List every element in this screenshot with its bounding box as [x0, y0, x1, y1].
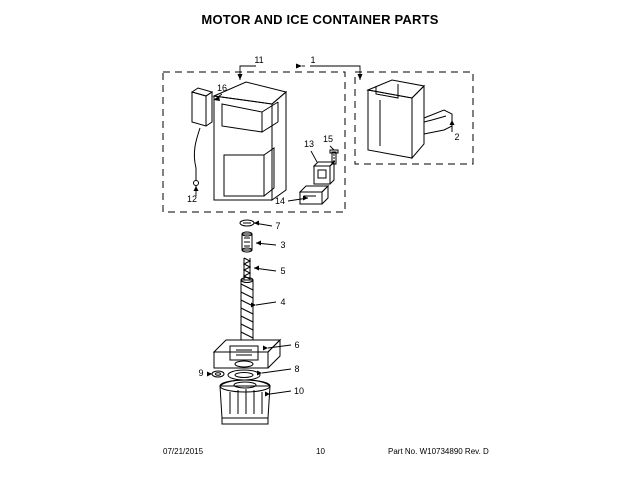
footer-part-number: Part No. W10734890 Rev. D: [388, 447, 489, 456]
bracket-13: [314, 162, 334, 184]
callout-11: 11: [254, 55, 264, 65]
grommet-9: [212, 371, 224, 377]
callout-14: 14: [274, 196, 286, 206]
callout-16: 16: [216, 83, 228, 93]
bucket-handle: [424, 110, 452, 134]
ice-container-housing: [214, 82, 286, 200]
callout-1: 1: [310, 55, 316, 65]
callout-15: 15: [322, 134, 334, 144]
part-14: [300, 186, 328, 204]
side-strip-16: [192, 88, 212, 126]
ice-bucket: [368, 80, 424, 158]
dashed-group-left: [163, 72, 345, 212]
motor-10: [220, 380, 270, 424]
coupler-3: [242, 232, 252, 252]
callout-2: 2: [454, 132, 460, 142]
auger-4: [241, 278, 253, 341]
callout-5: 5: [280, 266, 286, 276]
callout-13: 13: [303, 139, 315, 149]
callout-10: 10: [293, 386, 305, 396]
footer-page-number: 10: [316, 447, 325, 456]
callout-3: 3: [280, 240, 286, 250]
callout-6: 6: [294, 340, 300, 350]
callout-8: 8: [294, 364, 300, 374]
callout-9: 9: [198, 368, 204, 378]
motor-bracket-6: [214, 340, 280, 368]
callout-12: 12: [186, 194, 198, 204]
callout-4: 4: [280, 297, 286, 307]
gasket-8: [228, 370, 260, 380]
callout-7: 7: [275, 221, 281, 231]
leader-lines: [196, 66, 452, 394]
dashed-group-right: [355, 72, 473, 164]
leader-arrowheads: [194, 64, 455, 397]
page-title: MOTOR AND ICE CONTAINER PARTS: [201, 12, 439, 27]
footer-date: 07/21/2015: [163, 447, 204, 456]
callout-numbers: [187, 55, 460, 396]
wire-clip-12: [194, 128, 201, 186]
coil-5: [244, 258, 250, 280]
washer-7: [240, 220, 254, 226]
